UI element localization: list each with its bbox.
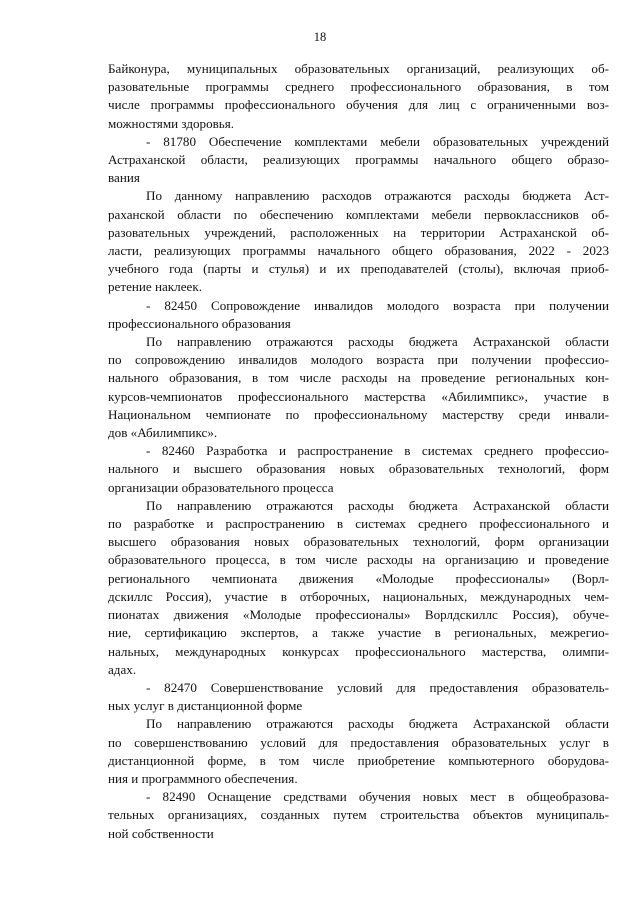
text-line: Национальном чемпионате по профессиональному мастерству среди инвали-	[108, 406, 609, 422]
text-line: по совершенствованию условий для предоставления образовательных услуг в	[108, 734, 609, 750]
text-line: числе программы профессионального обучения для лиц с ограниченными воз-	[108, 97, 609, 113]
text-line: нального и высшего образования новых образовательных технологий, форм	[108, 461, 609, 477]
text-line: нальных, международных конкурсах профессионального мастерства, олимпи-	[108, 643, 609, 659]
text-line: нального образования, в том числе расходы на проведение региональных кон-	[108, 370, 609, 386]
text-line: Астраханской области, реализующих программы начального общего образо-	[108, 152, 609, 168]
text-line: высшего образования новых образовательных технологий, форм организации	[108, 534, 609, 550]
text-line: учебного года (парты и стулья) и их преподавателей (столы), включая приоб-	[108, 261, 609, 277]
text-line: ной собственности	[108, 825, 214, 841]
text-line: пионатах движения «Молодые профессионалы» Ворлдскиллс Россия), обуче-	[108, 607, 609, 623]
text-line: - 82460 Разработка и распространение в системах среднего профессио-	[146, 443, 609, 459]
text-line: можностями здоровья.	[108, 115, 235, 131]
text-line: - 82470 Совершенствование условий для предоставления образователь-	[146, 679, 609, 695]
text-line: дскиллс Россия), участие в отборочных, национальных, международных чем-	[108, 588, 609, 604]
text-line: дистанционной форме, в том числе приобретение компьютерного оборудова-	[108, 752, 609, 768]
text-line: регионального чемпионата движения «Молодые профессионалы» (Ворл-	[108, 570, 609, 586]
text-line: по сопровождению инвалидов молодого возраста при получении профессио-	[108, 352, 609, 368]
text-line: разовательные программы среднего профессионального образования, в том	[108, 79, 609, 95]
page-number: 18	[313, 30, 327, 44]
text-line: организации образовательного процесса	[108, 479, 334, 495]
text-line: образовательного процесса, в том числе расходы на организацию и проведение	[108, 552, 609, 568]
text-line: По направлению отражаются расходы бюджета Астраханской области	[146, 334, 609, 350]
text-line: По данному направлению расходов отражаются расходы бюджета Аст-	[146, 188, 609, 204]
text-line: дов «Абилимпикс».	[108, 425, 218, 441]
text-line: по разработке и распространению в системах среднего профессионального и	[108, 516, 609, 532]
text-line: ния и программного обеспечения.	[108, 770, 298, 786]
text-line: раханской области по обеспечению комплектами мебели первоклассников об-	[108, 206, 609, 222]
text-line: Байконура, муниципальных образовательных организаций, реализующих об-	[108, 61, 609, 76]
text-line: ласти, реализующих программы начального общего образования, 2022 - 2023	[108, 243, 609, 259]
document-body	[108, 60, 609, 843]
text-line: - 82450 Сопровождение инвалидов молодого возраста при получении	[146, 297, 609, 313]
text-line: По направлению отражаются расходы бюджета Астраханской области	[146, 497, 609, 513]
text-line: профессионального образования	[108, 315, 291, 331]
text-line: разовательных учреждений, расположенных на территории Астраханской об-	[108, 224, 609, 240]
text-line: адах.	[108, 661, 137, 677]
text-line: ние, сертификацию экспертов, а также участие в региональных, межрегио-	[108, 625, 609, 641]
text-line: вания	[108, 170, 140, 186]
text-line: - 81780 Обеспечение комплектами мебели образовательных учреждений	[146, 133, 609, 149]
text-line: ретение наклеек.	[108, 279, 202, 295]
text-line: тельных организациях, созданных путем строительства объектов муниципаль-	[108, 807, 609, 823]
text-line: курсов-чемпионатов профессионального мастерства «Абилимпикс», участие в	[108, 388, 609, 404]
text-line: - 82490 Оснащение средствами обучения новых мест в общеобразова-	[146, 789, 609, 805]
text-line: По направлению отражаются расходы бюджета Астраханской области	[146, 716, 609, 732]
text-line: ных услуг в дистанционной форме	[108, 698, 303, 714]
